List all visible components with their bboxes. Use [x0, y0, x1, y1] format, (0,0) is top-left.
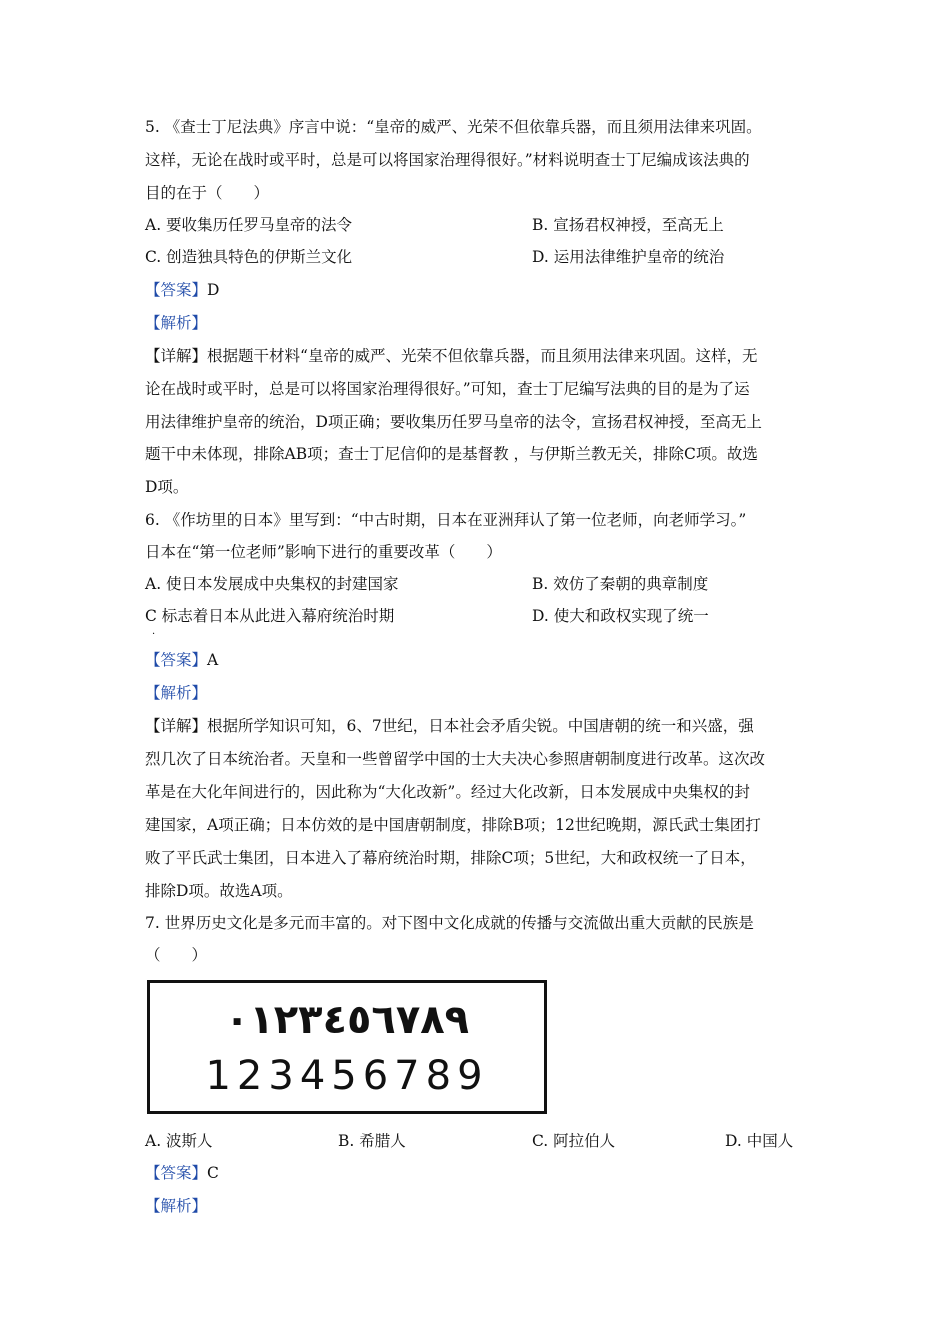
q5-stem-line3: 目的在于（ ） — [145, 184, 270, 202]
q7-option-b: B. 希腊人 — [338, 1132, 406, 1150]
q6-detail-line1 — [145, 716, 754, 736]
q5-option-c: C. 创造独具特色的伊斯兰文化 — [145, 248, 353, 266]
numerals-figure — [147, 980, 547, 1114]
q5-analysis — [145, 313, 207, 333]
q5-option-b: B. 宣扬君权神授，至高无上 — [532, 216, 724, 234]
q6-detail-line5: 败了平氏武士集团，日本进入了幕府统治时期，排除C项；5世纪，大和政权统一了日本， — [145, 849, 756, 867]
q7-option-d: D. 中国人 — [725, 1132, 794, 1150]
q7-answer — [145, 1163, 219, 1183]
q6-stem-line2: 日本在“第一位老师”影响下进行的重要改革（ ） — [145, 543, 502, 561]
q5-answer-value: D — [207, 281, 220, 299]
q6-answer — [145, 650, 218, 670]
q7-option-a: A. 波斯人 — [145, 1132, 213, 1150]
q5-detail-line2: 论在战时或平时，总是可以将国家治理得很好。”可知，查士丁尼编写法典的目的是为了运 — [145, 380, 750, 398]
q7-answer-value: C — [207, 1164, 219, 1182]
q6-detail-line2: 烈几次了日本统治者。天皇和一些曾留学中国的士大夫决心参照唐朝制度进行改革。这次改 — [145, 750, 766, 768]
detail-tag: 【详解】 — [145, 347, 208, 365]
q5-detail-line5: D项。 — [145, 478, 189, 496]
q5-stem-line2: 这样，无论在战时或平时，总是可以将国家治理得很好。”材料说明查士丁尼编成该法典的 — [145, 151, 750, 169]
q6-detail-line3: 革是在大化年间进行的，因此称为“大化改新”。经过大化改新，日本发展成中央集权的封 — [145, 783, 750, 801]
q6-option-c: C 标志着日本从此进入幕府统治时期 — [145, 607, 395, 625]
q7-option-c: C. 阿拉伯人 — [532, 1132, 616, 1150]
q6-detail-text1: 根据所学知识可知，6、7世纪，日本社会矛盾尖锐。中国唐朝的统一和兴盛，强 — [207, 717, 754, 735]
analysis-tag: 【解析】 — [145, 314, 208, 332]
answer-tag: 【答案】 — [145, 1164, 208, 1182]
stray-dot: · — [152, 629, 156, 640]
q5-detail-line4: 题干中未体现，排除AB项；查士丁尼信仰的是基督教 ，与伊斯兰教无关，排除C项。故选 — [145, 445, 758, 463]
detail-tag: 【详解】 — [145, 717, 208, 735]
q7-analysis — [145, 1196, 207, 1216]
q5-option-a: A. 要收集历任罗马皇帝的法令 — [145, 216, 353, 234]
q7-stem-line1: 7. 世界历史文化是多元而丰富的。对下图中文化成就的传播与交流做出重大贡献的民族是 — [145, 914, 754, 932]
q5-option-d: D. 运用法律维护皇帝的统治 — [532, 248, 725, 266]
q6-analysis — [145, 683, 207, 703]
answer-tag: 【答案】 — [145, 651, 208, 669]
analysis-tag: 【解析】 — [145, 684, 208, 702]
western-numerals: 123456789 — [205, 1053, 489, 1099]
q7-stem-line2: （ ） — [145, 946, 208, 964]
q6-stem-line1: 6. 《作坊里的日本》里写到：“中古时期，日本在亚洲拜认了第一位老师，向老师学习。” — [145, 511, 747, 529]
q5-stem-line1: 5. 《查士丁尼法典》序言中说：“皇帝的威严、光荣不但依靠兵器，而且须用法律来巩固。 — [145, 118, 762, 136]
analysis-tag: 【解析】 — [145, 1197, 208, 1215]
arabic-numerals: ٠١٢٣٤٥٦٧٨٩ — [224, 997, 470, 1043]
q6-detail-line6: 排除D项。故选A项。 — [145, 882, 293, 900]
q6-detail-line4: 建国家，A项正确；日本仿效的是中国唐朝制度，排除B项；12世纪晚期，源氏武士集团打 — [145, 816, 761, 834]
q6-option-a: A. 使日本发展成中央集权的封建国家 — [145, 575, 399, 593]
q5-detail-line3: 用法律维护皇帝的统治，D项正确；要收集历任罗马皇帝的法令，宣扬君权神授，至高无上 — [145, 413, 762, 431]
q6-option-d: D. 使大和政权实现了统一 — [532, 607, 709, 625]
q5-detail-line1 — [145, 346, 757, 366]
q6-option-b: B. 效仿了秦朝的典章制度 — [532, 575, 709, 593]
q5-answer — [145, 280, 219, 300]
q6-answer-value: A — [207, 651, 219, 669]
q5-detail-text1: 根据题干材料“皇帝的威严、光荣不但依靠兵器，而且须用法律来巩固。这样，无 — [207, 347, 758, 365]
answer-tag: 【答案】 — [145, 281, 208, 299]
